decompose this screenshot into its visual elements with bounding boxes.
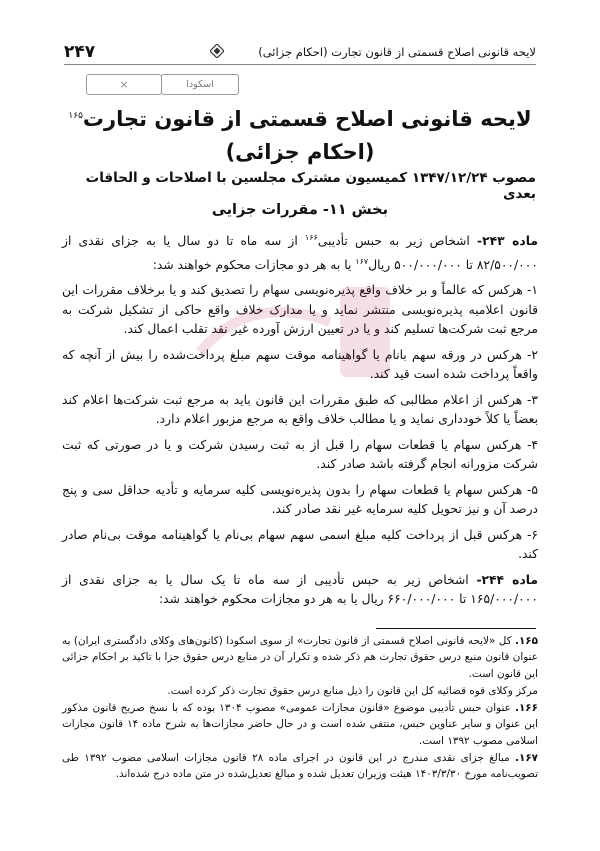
approval-subtitle: مصوب ۱۳۴۷/۱۲/۲۴ کمیسیون مشترک مجلسین با اصلاحات و الحاقات بعدی (85, 170, 536, 202)
title-footnote-ref[interactable]: ۱۶۵ (68, 111, 83, 121)
article-243-label: ماده ۲۴۳- (477, 234, 538, 249)
clause-5: ۵- هرکس سهام یا قطعات سهام را بدون پذیره‌نویسی کلیه سرمایه و تأدیه حداقل سی و پنج درصد آن و نیز تحویل کلیه سرمایه غیر نقد صادر کند. (62, 482, 538, 517)
article-243-text-a: اشخاص زیر به حبس تأدیبی (317, 234, 470, 249)
section-heading: بخش ۱۱- مقررات جزایی (211, 202, 389, 218)
article-244 (62, 571, 538, 610)
title-line-2: (احکام جزائی) (225, 140, 375, 164)
article-244-label: ماده ۲۴۴- (476, 572, 538, 587)
clause-2: ۲- هرکس در ورقه سهم بانام یا گواهینامه موقت سهم مبلغ پرداخت‌شده را بیش از آنچه که واقعاً پرداخت شده است قید کند. (62, 347, 538, 382)
tab-close-button[interactable]: × (86, 74, 162, 95)
page-number: ۲۴۷ (64, 42, 96, 62)
article-243-text-c: یا به هر دو مجازات محکوم خواهند شد: (152, 257, 352, 272)
clause-3: ۳- هرکس از اعلام مطالبی که طبق مقررات این قانون باید به مرجع ثبت شرکت‌ها اعلام کند بعضاً یا کلاً خودداری نماید و یا مطالب خلاف واقع به مرجع مزبور اعلام دارد. (62, 392, 538, 427)
title-line-1: لایحه قانونی اصلاح قسمتی از قانون تجارت (82, 107, 532, 131)
footnotes (62, 633, 538, 784)
footnote-167: ۱۶۷. مبالغ جزای نقدی مندرج در این قانون در اجرای ماده ۲۸ قانون مجازات اسلامی مصوب ۱۳۹۲ طی تصویب‌نامه مورخ ۱۴۰۳/۳/۳۰ هیئت وزیران تعدیل شده و مبالغ تعدیل‌شده در متن ماده درج شده‌اند. (62, 752, 539, 781)
article-244-text: اشخاص زیر به حبس تأدیبی از سه ماه تا یک سال یا به جزای نقدی از ۱۶۵/۰۰۰/۰۰۰ تا ۶۶۰/۰۰۰/۰۰۰ ریال یا به هر دو مجازات محکوم خواهند شد: (62, 572, 538, 607)
watermark-logo-icon (190, 282, 400, 382)
clause-1: ۱- هرکس که عالماً و بر خلاف واقع پذیره‌نویسی سهام را تصدیق کند و یا برخلاف مقررات این قانون اعلامیه پذیره‌نویسی منتشر نماید و یا مدارک خلاف واقع حاکی از تشکیل شرکت به مرجع ثبت شرکت‌ها تسلیم کند و یا در تعیین ارزش آورده غیر نقد تقلب اعمال کند. (62, 283, 538, 337)
running-title: لایحه قانونی اصلاح قسمتی از قانون تجارت (احکام جزائی) (258, 45, 536, 59)
clause-6: ۶- هرکس قبل از پرداخت کلیه مبلغ اسمی سهم سهام بی‌نام یا گواهینامه موقت بی‌نام صادر کند. (62, 527, 538, 562)
law-title (60, 100, 540, 169)
article-243-text-b: از سه ماه تا دو سال یا به جزای نقدی از ۸۲/۵۰۰/۰۰۰ تا ۵۰۰/۰۰۰/۰۰۰ ریال (62, 234, 538, 272)
footnote-165-cont: مرکز وکلای قوه قضائیه کل این قانون را ذیل منابع درس حقوق تجارت ذکر کرده است. (167, 684, 538, 697)
header-divider (64, 64, 536, 65)
article-243 (62, 228, 538, 275)
ornament-diamond-icon (210, 44, 224, 58)
footnote-166: ۱۶۶. عنوان حبس تأدیبی موضوع «قانون مجازات عمومی» مصوب ۱۳۰۴ بوده که با نسخ صریح قانون مذکور این عنوان و سایر عناوین حبس، منتفی شده است و در حال حاضر مجازات‌ها به شرح ماده ۱۴ قانون مجازات اسلامی مصوب ۱۳۹۲ است. (62, 702, 538, 747)
source-tab[interactable]: اسکودا (161, 74, 239, 95)
page-header (64, 42, 536, 64)
clause-4: ۴- هرکس سهام یا قطعات سهام را قبل از به ثبت رسیدن شرکت و یا در صورتی که ثبت شرکت مزورانه انجام گرفته باشد صادر کند. (62, 437, 538, 472)
footnote-ref-166[interactable]: ۱۶۶ (304, 233, 318, 242)
footnote-165: ۱۶۵. کل «لایحه قانونی اصلاح قسمتی از قانون تجارت» از سوی اسکودا (کانون‌های وکلای دادگستری ایران) به عنوان قانون منبع درس حقوق تجارت هم ذکر شده و تکرار آن در منابع درس حقوق جزا با تاکید بر احکام جزائی این قانون است. (62, 635, 538, 680)
footnote-divider (376, 628, 536, 629)
footnote-ref-167[interactable]: ۱۶۷ (355, 256, 369, 266)
